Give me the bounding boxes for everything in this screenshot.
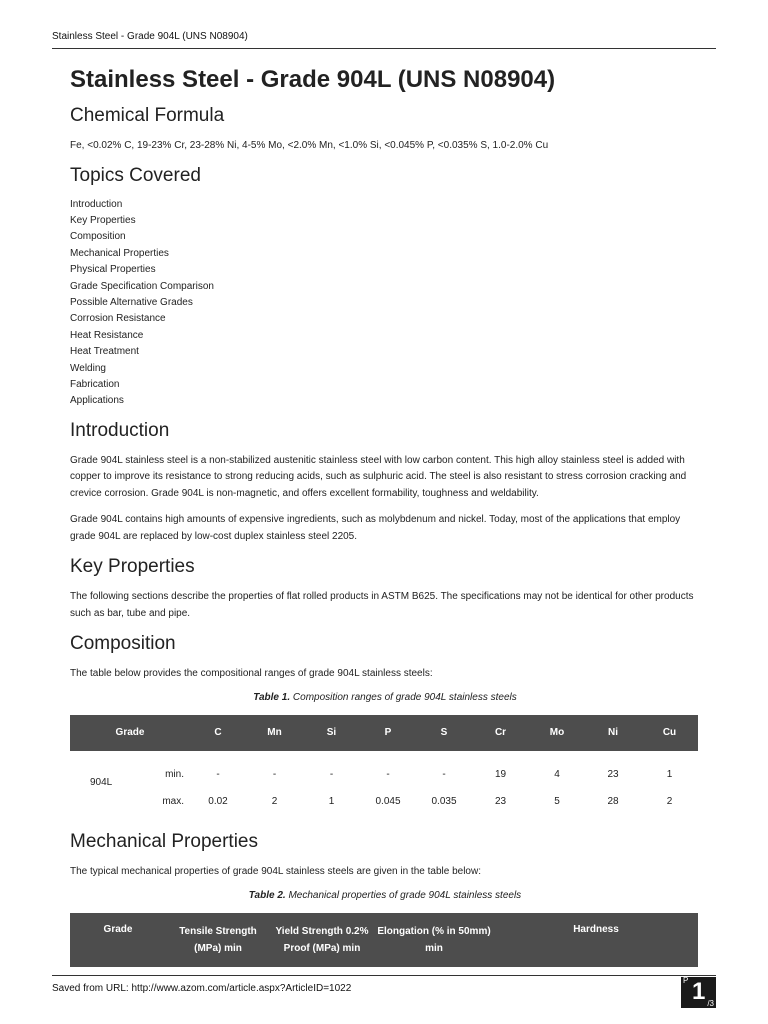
cell-max-mn: 2 — [271, 795, 278, 807]
page-title: Stainless Steel - Grade 904L (UNS N08904) — [70, 66, 556, 93]
cell-max-ni: 28 — [607, 795, 619, 807]
topics-heading: Topics Covered — [70, 164, 201, 186]
cell-min-si: - — [329, 768, 334, 780]
row-label-max: max. — [162, 795, 184, 807]
key-properties-heading: Key Properties — [70, 556, 195, 578]
col-header-elongation-line2: min — [425, 943, 443, 955]
introduction-paragraph-1: Grade 904L stainless steel is a non-stabilized austenitic stainless steel with low carbon content. This high alloy stainless steel is added with copper to improve its resistance to strong reducing acids, such as sulphuric acid. The steel is also resistant to stress corrosion cracking and crevice corrosion. Grade 904L is non-magnetic, and offers excellent formability, toughness and weldability. — [70, 454, 687, 499]
col-header-si: Si — [326, 727, 337, 739]
composition-table — [70, 715, 698, 815]
footer-source-url: Saved from URL: http://www.azom.com/article.aspx?ArticleID=1022 — [52, 983, 352, 994]
table-1-caption-text: Composition ranges of grade 904L stainless steels — [292, 691, 517, 703]
col-header-tensile-line2: (MPa) min — [194, 943, 242, 955]
topics-list — [70, 197, 700, 410]
col-header-cr: Cr — [494, 727, 507, 739]
cell-max-p: 0.045 — [375, 795, 401, 807]
topic-physical-properties: Physical Properties — [70, 264, 156, 276]
composition-heading: Composition — [70, 633, 176, 655]
table-1-caption-label: Table 1. — [253, 691, 291, 703]
page-indicator — [681, 977, 716, 1008]
col-header-grade-label: Grade — [103, 924, 133, 936]
composition-text: The table below provides the compositional ranges of grade 904L stainless steels: — [70, 668, 433, 680]
col-header-p: P — [384, 727, 392, 739]
topic-heat-treatment: Heat Treatment — [70, 346, 139, 358]
col-header-c: C — [214, 727, 222, 739]
col-header-hardness — [494, 913, 698, 967]
table-2-caption-label: Table 2. — [248, 890, 286, 902]
cell-min-ni: 23 — [607, 768, 619, 780]
document-body — [70, 64, 700, 967]
col-header-tensile-strength — [166, 913, 270, 967]
col-header-grade — [70, 913, 166, 967]
topic-mechanical-properties: Mechanical Properties — [70, 247, 169, 259]
cell-max-cr: 23 — [494, 795, 507, 807]
topic-possible-alternative-grades: Possible Alternative Grades — [70, 296, 193, 308]
topic-corrosion-resistance: Corrosion Resistance — [70, 313, 166, 325]
col-header-grade: Grade — [115, 727, 145, 739]
cell-max-si: 1 — [328, 795, 335, 807]
cell-min-cu: 1 — [666, 768, 673, 780]
page-prefix: P — [683, 976, 689, 985]
col-header-yield-strength — [270, 913, 374, 967]
col-header-yield-line1: Yield Strength 0.2% — [275, 926, 369, 938]
col-header-s: S — [440, 727, 448, 739]
mechanical-text: The typical mechanical properties of grade 904L stainless steels are given in the table below: — [70, 865, 481, 877]
mechanical-table — [70, 913, 698, 967]
row-label-min: min. — [165, 768, 184, 780]
topic-grade-specification-comparison: Grade Specification Comparison — [70, 280, 214, 292]
topic-composition: Composition — [70, 231, 126, 243]
chemical-formula-text: Fe, <0.02% C, 19-23% Cr, 23-28% Ni, 4-5% Mo, <2.0% Mn, <1.0% Si, <0.045% P, <0.035% S, 1.0-2.0% Cu — [70, 140, 549, 151]
topic-fabrication: Fabrication — [70, 378, 120, 390]
topic-welding: Welding — [70, 362, 106, 374]
page-total: /3 — [707, 999, 714, 1008]
col-header-cu: Cu — [662, 727, 677, 739]
introduction-paragraph-2: Grade 904L contains high amounts of expensive ingredients, such as molybdenum and nickel. Today, most of the applications that employ grade 904L are replaced by low-cost duplex stainless steel 2205. — [70, 514, 681, 542]
cell-max-s: 0.035 — [431, 795, 457, 807]
chemical-formula-heading: Chemical Formula — [70, 105, 225, 126]
cell-min-p: - — [386, 768, 390, 780]
key-properties-text: The following sections describe the properties of flat rolled products in ASTM B625. The specifications may not be identical for other products such as bar, tube and pipe. — [70, 591, 694, 619]
table-2-caption — [70, 890, 700, 901]
topic-key-properties: Key Properties — [70, 214, 136, 226]
col-header-elongation-line1: Elongation (% in 50mm) — [377, 926, 491, 938]
col-header-yield-line2: Proof (MPa) min — [283, 943, 361, 955]
cell-min-mo: 4 — [554, 768, 560, 780]
page-number: 1 — [692, 978, 706, 1005]
cell-min-cr: 19 — [494, 768, 507, 780]
topic-heat-resistance: Heat Resistance — [70, 329, 144, 341]
header-divider — [52, 48, 716, 49]
composition-table-header — [70, 715, 698, 751]
table-1-caption — [70, 692, 700, 703]
cell-max-c: 0.02 — [208, 795, 228, 807]
cell-min-s: - — [442, 768, 446, 780]
mechanical-heading: Mechanical Properties — [70, 830, 258, 852]
introduction-heading: Introduction — [70, 419, 170, 441]
footer-divider — [52, 975, 716, 976]
mechanical-table-header — [70, 913, 698, 967]
cell-min-c: - — [216, 768, 220, 780]
cell-max-cu: 2 — [666, 795, 673, 807]
col-header-tensile-line1: Tensile Strength — [179, 926, 257, 938]
topic-applications: Applications — [70, 395, 124, 407]
cell-max-mo: 5 — [554, 795, 560, 807]
topic-introduction: Introduction — [70, 198, 123, 210]
cell-min-mn: - — [272, 768, 277, 780]
table-row-max — [70, 788, 698, 815]
col-header-ni: Ni — [608, 727, 618, 739]
table-2-caption-text: Mechanical properties of grade 904L stainless steels — [288, 890, 522, 902]
col-header-mo: Mo — [549, 727, 565, 739]
col-header-elongation — [374, 913, 494, 967]
col-header-hardness-label: Hardness — [573, 924, 619, 936]
header-title: Stainless Steel - Grade 904L (UNS N08904) — [52, 31, 248, 42]
grade-cell: 904L — [90, 777, 113, 789]
col-header-mn: Mn — [267, 727, 282, 739]
table-row-min — [70, 751, 698, 788]
